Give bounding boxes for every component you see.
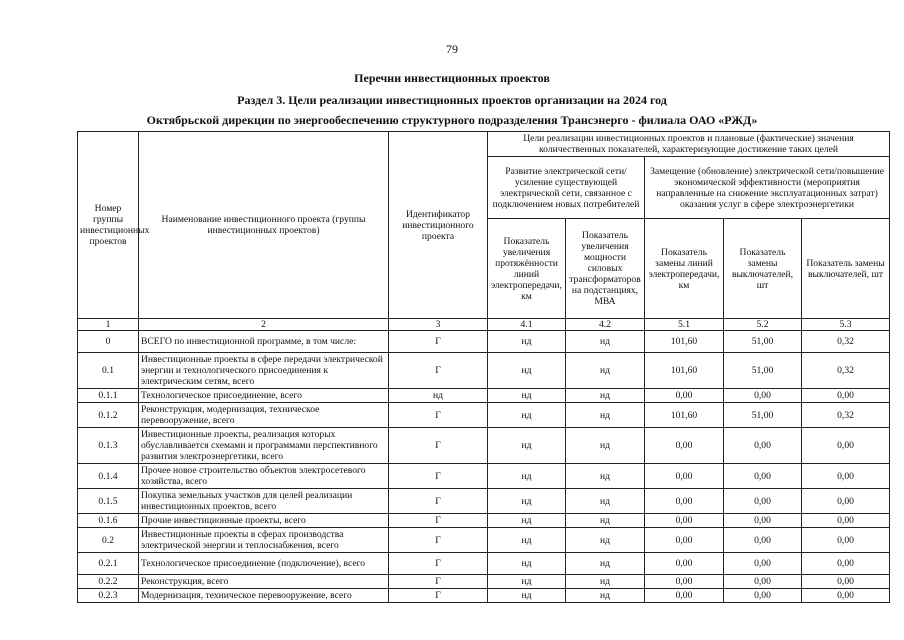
row-project-name: Технологическое присоединение (подключение), всего xyxy=(139,553,389,575)
row-value-5-2: 0,00 xyxy=(724,514,802,528)
row-project-id: Г xyxy=(389,589,488,603)
col-number: 3 xyxy=(389,319,488,331)
col-number: 5.3 xyxy=(802,319,890,331)
header-project-name: Наименование инвестиционного проекта (группы инвестиционных проектов) xyxy=(139,132,389,319)
table-row xyxy=(78,353,890,389)
row-project-name: ВСЕГО по инвестиционной программе, в том числе: xyxy=(139,331,389,353)
row-value-5-1: 101,60 xyxy=(645,353,724,389)
row-value-4-2: нд xyxy=(566,464,645,489)
header-col-5-1: Показатель замены линий электропередачи, км xyxy=(645,219,724,319)
row-value-4-1: нд xyxy=(488,514,566,528)
row-value-4-2: нд xyxy=(566,514,645,528)
row-number: 0.1 xyxy=(78,353,139,389)
row-value-4-2: нд xyxy=(566,331,645,353)
row-value-5-1: 0,00 xyxy=(645,389,724,403)
row-value-5-2: 0,00 xyxy=(724,575,802,589)
row-project-name: Реконструкция, всего xyxy=(139,575,389,589)
row-number: 0.1.5 xyxy=(78,489,139,514)
table-row xyxy=(78,553,890,575)
col-number: 4.1 xyxy=(488,319,566,331)
row-project-name: Покупка земельных участков для целей реализации инвестиционных проектов, всего xyxy=(139,489,389,514)
row-project-id: Г xyxy=(389,331,488,353)
row-value-5-2: 0,00 xyxy=(724,489,802,514)
row-value-5-2: 0,00 xyxy=(724,464,802,489)
row-value-4-1: нд xyxy=(488,389,566,403)
header-col-4-2: Показатель увеличения мощности силовых трансформаторов на подстанциях, МВА xyxy=(566,219,645,319)
row-value-5-3: 0,32 xyxy=(802,331,890,353)
row-number: 0.1.3 xyxy=(78,428,139,464)
row-value-4-2: нд xyxy=(566,489,645,514)
row-value-5-1: 0,00 xyxy=(645,589,724,603)
table-row xyxy=(78,389,890,403)
row-value-5-1: 0,00 xyxy=(645,428,724,464)
row-value-5-2: 0,00 xyxy=(724,528,802,553)
title-line-3: Октябрьской дирекции по энергообеспечению структурного подразделения Трансэнерго - филиала ОАО «РЖД» xyxy=(146,113,758,127)
row-value-4-1: нд xyxy=(488,464,566,489)
row-number: 0.1.2 xyxy=(78,403,139,428)
page-number: 79 xyxy=(446,42,458,56)
row-value-5-1: 101,60 xyxy=(645,403,724,428)
row-project-id: Г xyxy=(389,353,488,389)
row-value-4-1: нд xyxy=(488,528,566,553)
row-project-id: Г xyxy=(389,403,488,428)
table-row xyxy=(78,514,890,528)
row-number: 0.2 xyxy=(78,528,139,553)
row-value-5-1: 101,60 xyxy=(645,331,724,353)
table-row xyxy=(78,403,890,428)
column-number-row xyxy=(78,319,890,331)
row-value-4-2: нд xyxy=(566,575,645,589)
table-row xyxy=(78,575,890,589)
table-row xyxy=(78,528,890,553)
row-value-5-3: 0,00 xyxy=(802,389,890,403)
row-number: 0.1.1 xyxy=(78,389,139,403)
header-group-development: Развитие электрической сети/усиление существующей электрической сети, связанное с подключением новых потребителей xyxy=(488,157,645,219)
header-goals: Цели реализации инвестиционных проектов и плановые (фактические) значения количественных показателей, характеризующие достижение таких целей xyxy=(488,132,890,157)
table-row xyxy=(78,489,890,514)
row-value-4-2: нд xyxy=(566,353,645,389)
row-value-5-3: 0,00 xyxy=(802,428,890,464)
row-value-5-1: 0,00 xyxy=(645,528,724,553)
row-value-5-2: 0,00 xyxy=(724,428,802,464)
col-number: 5.1 xyxy=(645,319,724,331)
table-row xyxy=(78,428,890,464)
row-number: 0.1.6 xyxy=(78,514,139,528)
investment-goals-table xyxy=(77,131,890,603)
header-col-5-2: Показатель замены выключателей, шт xyxy=(724,219,802,319)
row-value-4-1: нд xyxy=(488,589,566,603)
row-project-id: Г xyxy=(389,464,488,489)
row-value-4-1: нд xyxy=(488,428,566,464)
row-value-4-1: нд xyxy=(488,553,566,575)
row-project-name: Реконструкция, модернизация, техническое перевооружение, всего xyxy=(139,403,389,428)
table-row xyxy=(78,464,890,489)
row-project-id: Г xyxy=(389,489,488,514)
row-value-5-3: 0,00 xyxy=(802,528,890,553)
row-value-5-1: 0,00 xyxy=(645,464,724,489)
row-value-4-2: нд xyxy=(566,589,645,603)
row-number: 0.2.1 xyxy=(78,553,139,575)
table-row xyxy=(78,589,890,603)
row-project-name: Прочие инвестиционные проекты, всего xyxy=(139,514,389,528)
header-group-replacement: Замещение (обновление) электрической сети/повышение экономической эффективности (мероприятия направленные на снижение эксплуатационных затрат) оказания услуг в сфере электроэнергетики xyxy=(645,157,890,219)
row-value-5-1: 0,00 xyxy=(645,514,724,528)
col-number: 1 xyxy=(78,319,139,331)
row-value-5-2: 0,00 xyxy=(724,389,802,403)
col-number: 5.2 xyxy=(724,319,802,331)
row-value-5-1: 0,00 xyxy=(645,489,724,514)
row-number: 0 xyxy=(78,331,139,353)
row-project-name: Прочее новое строительство объектов электросетевого хозяйства, всего xyxy=(139,464,389,489)
title-line-1: Перечни инвестиционных проектов xyxy=(354,71,550,85)
col-number: 4.2 xyxy=(566,319,645,331)
row-value-4-2: нд xyxy=(566,428,645,464)
row-project-id: Г xyxy=(389,575,488,589)
table-body xyxy=(78,331,890,603)
row-project-id: Г xyxy=(389,514,488,528)
row-value-4-1: нд xyxy=(488,353,566,389)
row-value-5-1: 0,00 xyxy=(645,575,724,589)
row-value-4-1: нд xyxy=(488,331,566,353)
row-value-5-3: 0,00 xyxy=(802,514,890,528)
row-value-4-1: нд xyxy=(488,575,566,589)
row-project-name: Инвестиционные проекты, реализация которых обуславливается схемами и программами перспективного развития электроэнергетики, всего xyxy=(139,428,389,464)
row-value-5-3: 0,32 xyxy=(802,403,890,428)
header-col-4-1: Показатель увеличения протяжённости линий электропередачи, км xyxy=(488,219,566,319)
col-number: 2 xyxy=(139,319,389,331)
row-value-4-2: нд xyxy=(566,553,645,575)
row-value-4-1: нд xyxy=(488,489,566,514)
row-value-5-2: 0,00 xyxy=(724,553,802,575)
row-project-id: Г xyxy=(389,528,488,553)
row-project-id: Г xyxy=(389,553,488,575)
row-project-name: Модернизация, техническое перевооружение, всего xyxy=(139,589,389,603)
row-value-5-2: 51,00 xyxy=(724,353,802,389)
row-value-4-2: нд xyxy=(566,389,645,403)
row-project-name: Технологическое присоединение, всего xyxy=(139,389,389,403)
row-project-id: Г xyxy=(389,428,488,464)
row-project-name: Инвестиционные проекты в сферах производства электрической энергии и теплоснабжения, всего xyxy=(139,528,389,553)
row-value-5-2: 51,00 xyxy=(724,403,802,428)
row-value-4-2: нд xyxy=(566,403,645,428)
row-value-5-2: 51,00 xyxy=(724,331,802,353)
table-row xyxy=(78,331,890,353)
header-col-5-3: Показатель замены выключателей, шт xyxy=(802,219,890,319)
row-value-5-1: 0,00 xyxy=(645,553,724,575)
row-value-4-2: нд xyxy=(566,528,645,553)
row-value-5-3: 0,00 xyxy=(802,553,890,575)
row-value-5-3: 0,00 xyxy=(802,464,890,489)
row-value-5-3: 0,32 xyxy=(802,353,890,389)
row-value-5-2: 0,00 xyxy=(724,589,802,603)
header-project-id: Идентификатор инвестиционного проекта xyxy=(389,132,488,319)
header-group-number: Номер группы инвестиционных проектов xyxy=(78,132,139,319)
row-value-5-3: 0,00 xyxy=(802,589,890,603)
row-value-4-1: нд xyxy=(488,403,566,428)
row-number: 0.2.3 xyxy=(78,589,139,603)
row-project-name: Инвестиционные проекты в сфере передачи электрической энергии и технологического присоединения к электрическим сетям, всего xyxy=(139,353,389,389)
row-number: 0.2.2 xyxy=(78,575,139,589)
row-value-5-3: 0,00 xyxy=(802,489,890,514)
row-value-5-3: 0,00 xyxy=(802,575,890,589)
row-number: 0.1.4 xyxy=(78,464,139,489)
title-line-2: Раздел 3. Цели реализации инвестиционных проектов организации на 2024 год xyxy=(237,93,667,107)
row-project-id: нд xyxy=(389,389,488,403)
